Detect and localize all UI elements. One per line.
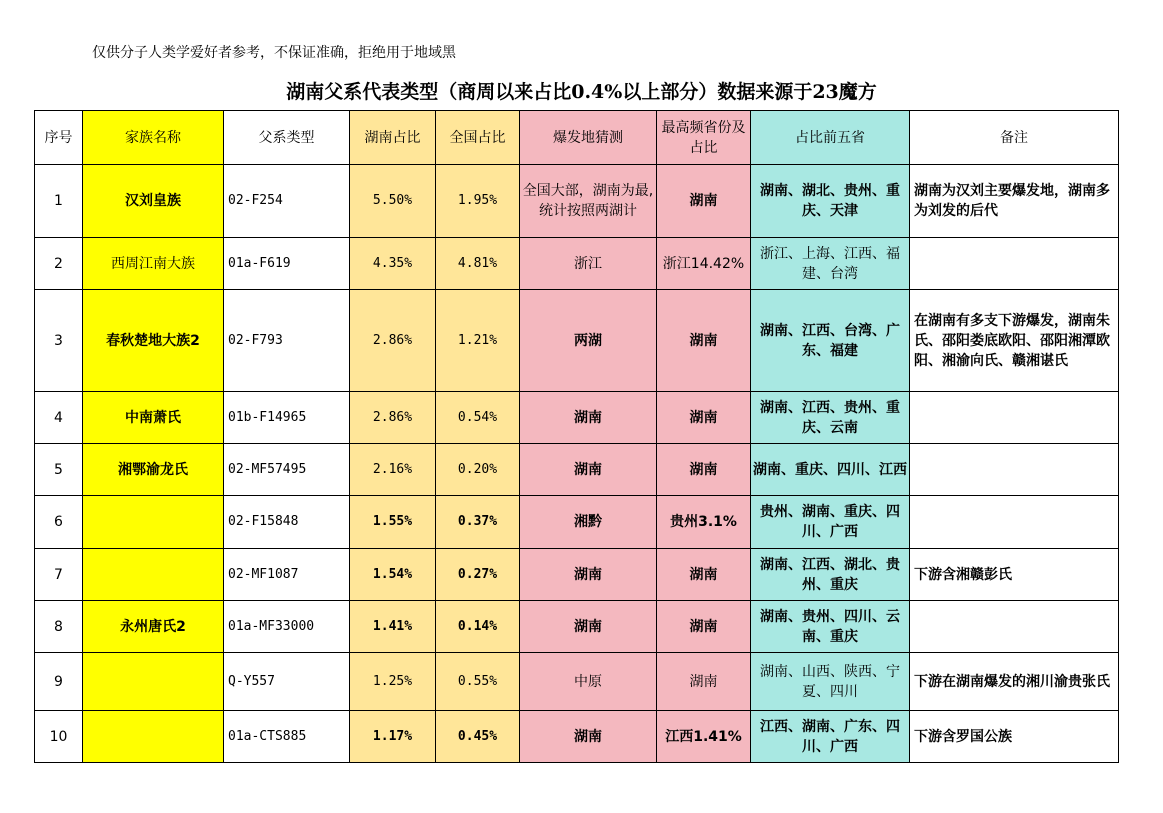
- cell-hunan: 2.16%: [350, 444, 436, 496]
- cell-hunan: 1.54%: [350, 549, 436, 601]
- cell-top-province: 江西1.41%: [657, 711, 751, 763]
- cell-top-province: 浙江14.42%: [657, 238, 751, 290]
- disclaimer-text: 仅供分子人类学爱好者参考，不保证准确，拒绝用于地域黑: [92, 45, 456, 61]
- cell-type: 02-F254: [224, 165, 350, 238]
- cell-national: 1.21%: [436, 290, 520, 392]
- cell-origin: 湖南: [520, 444, 657, 496]
- cell-hunan: 2.86%: [350, 290, 436, 392]
- table-row: [35, 711, 1119, 763]
- cell-type: 02-MF57495: [224, 444, 350, 496]
- cell-hunan: 1.17%: [350, 711, 436, 763]
- cell-note: [910, 496, 1119, 549]
- cell-type: 02-MF1087: [224, 549, 350, 601]
- header-origin: 爆发地猜测: [520, 111, 657, 165]
- cell-seq: 3: [35, 290, 83, 392]
- cell-origin: 湖南: [520, 549, 657, 601]
- cell-note: [910, 444, 1119, 496]
- cell-hunan: 1.25%: [350, 653, 436, 711]
- cell-top5: 湖南、江西、台湾、广东、福建: [751, 290, 910, 392]
- cell-origin: 湖南: [520, 601, 657, 653]
- cell-top-province: 湖南: [657, 653, 751, 711]
- header-top5: 占比前五省: [751, 111, 910, 165]
- cell-note: [910, 392, 1119, 444]
- cell-origin: 湘黔: [520, 496, 657, 549]
- cell-top-province: 贵州3.1%: [657, 496, 751, 549]
- cell-seq: 1: [35, 165, 83, 238]
- table-row: [35, 238, 1119, 290]
- cell-seq: 6: [35, 496, 83, 549]
- cell-top-province: 湖南: [657, 601, 751, 653]
- cell-note: [910, 601, 1119, 653]
- cell-family: [83, 549, 224, 601]
- cell-top5: 湖南、江西、湖北、贵州、重庆: [751, 549, 910, 601]
- haplogroup-table: [34, 110, 1119, 763]
- cell-note: [910, 238, 1119, 290]
- cell-top5: 湖南、贵州、四川、云南、重庆: [751, 601, 910, 653]
- cell-national: 0.54%: [436, 392, 520, 444]
- cell-type: 01b-F14965: [224, 392, 350, 444]
- cell-top5: 湖南、湖北、贵州、重庆、天津: [751, 165, 910, 238]
- table-title: 湖南父系代表类型（商周以来占比0.4%以上部分）数据来源于23魔方: [286, 81, 877, 103]
- cell-national: 0.27%: [436, 549, 520, 601]
- cell-top5: 贵州、湖南、重庆、四川、广西: [751, 496, 910, 549]
- cell-note: 在湖南有多支下游爆发，湖南朱氏、邵阳娄底欧阳、邵阳湘潭欧阳、湘渝向氏、赣湘谌氏: [910, 290, 1119, 392]
- cell-origin: 湖南: [520, 711, 657, 763]
- cell-origin: 湖南: [520, 392, 657, 444]
- cell-family: [83, 653, 224, 711]
- cell-type: 02-F15848: [224, 496, 350, 549]
- table-row: [35, 290, 1119, 392]
- cell-origin: 浙江: [520, 238, 657, 290]
- header-national: 全国占比: [436, 111, 520, 165]
- cell-national: 4.81%: [436, 238, 520, 290]
- cell-type: Q-Y557: [224, 653, 350, 711]
- cell-type: 01a-MF33000: [224, 601, 350, 653]
- cell-note: 下游在湖南爆发的湘川渝贵张氏: [910, 653, 1119, 711]
- cell-family: 中南萧氏: [83, 392, 224, 444]
- cell-national: 1.95%: [436, 165, 520, 238]
- header-row: [35, 111, 1119, 165]
- cell-family: 春秋楚地大族2: [83, 290, 224, 392]
- cell-seq: 7: [35, 549, 83, 601]
- cell-family: [83, 496, 224, 549]
- cell-hunan: 4.35%: [350, 238, 436, 290]
- table-row: [35, 601, 1119, 653]
- cell-top5: 江西、湖南、广东、四川、广西: [751, 711, 910, 763]
- table-row: [35, 444, 1119, 496]
- cell-family: 永州唐氏2: [83, 601, 224, 653]
- cell-top-province: 湖南: [657, 392, 751, 444]
- cell-seq: 2: [35, 238, 83, 290]
- table-row: [35, 496, 1119, 549]
- cell-national: 0.45%: [436, 711, 520, 763]
- cell-family: 汉刘皇族: [83, 165, 224, 238]
- header-note: 备注: [910, 111, 1119, 165]
- cell-top5: 浙江、上海、江西、福建、台湾: [751, 238, 910, 290]
- cell-national: 0.37%: [436, 496, 520, 549]
- cell-hunan: 2.86%: [350, 392, 436, 444]
- cell-top-province: 湖南: [657, 165, 751, 238]
- cell-family: 湘鄂渝龙氏: [83, 444, 224, 496]
- cell-type: 02-F793: [224, 290, 350, 392]
- cell-top-province: 湖南: [657, 290, 751, 392]
- cell-seq: 10: [35, 711, 83, 763]
- cell-hunan: 5.50%: [350, 165, 436, 238]
- cell-note: 下游含湘赣彭氏: [910, 549, 1119, 601]
- cell-family: [83, 711, 224, 763]
- table-row: [35, 549, 1119, 601]
- cell-national: 0.14%: [436, 601, 520, 653]
- cell-hunan: 1.55%: [350, 496, 436, 549]
- cell-origin: 两湖: [520, 290, 657, 392]
- cell-seq: 8: [35, 601, 83, 653]
- cell-family: 西周江南大族: [83, 238, 224, 290]
- cell-origin: 中原: [520, 653, 657, 711]
- table-row: [35, 653, 1119, 711]
- cell-type: 01a-F619: [224, 238, 350, 290]
- header-family: 家族名称: [83, 111, 224, 165]
- cell-type: 01a-CTS885: [224, 711, 350, 763]
- header-top-province: 最高频省份及占比: [657, 111, 751, 165]
- table-row: [35, 392, 1119, 444]
- cell-top5: 湖南、山西、陕西、宁夏、四川: [751, 653, 910, 711]
- cell-top5: 湖南、江西、贵州、重庆、云南: [751, 392, 910, 444]
- cell-hunan: 1.41%: [350, 601, 436, 653]
- cell-note: 湖南为汉刘主要爆发地，湖南多为刘发的后代: [910, 165, 1119, 238]
- header-seq: 序号: [35, 111, 83, 165]
- header-hunan: 湖南占比: [350, 111, 436, 165]
- cell-top-province: 湖南: [657, 444, 751, 496]
- cell-top5: 湖南、重庆、四川、江西: [751, 444, 910, 496]
- cell-note: 下游含罗国公族: [910, 711, 1119, 763]
- table-row: [35, 165, 1119, 238]
- cell-national: 0.20%: [436, 444, 520, 496]
- cell-seq: 9: [35, 653, 83, 711]
- cell-seq: 4: [35, 392, 83, 444]
- cell-seq: 5: [35, 444, 83, 496]
- cell-national: 0.55%: [436, 653, 520, 711]
- header-type: 父系类型: [224, 111, 350, 165]
- cell-top-province: 湖南: [657, 549, 751, 601]
- cell-origin: 全国大部，湖南为最,统计按照两湖计: [520, 165, 657, 238]
